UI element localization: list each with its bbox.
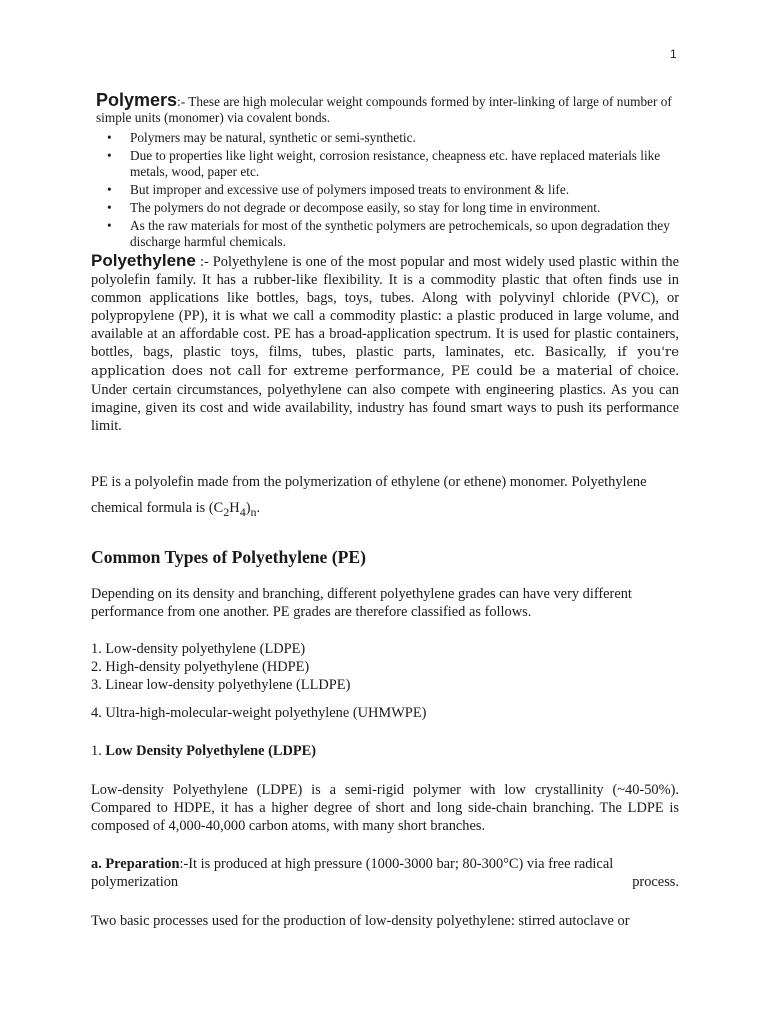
formula-sub: 2 bbox=[223, 504, 230, 519]
document-body bbox=[91, 92, 679, 930]
types-heading: Common Types of Polyethylene (PE) bbox=[91, 546, 366, 567]
preparation-text: :-It is produced at high pressure (1000-3000 bar; 80-300°C) via free radical bbox=[179, 855, 614, 872]
section-title: Low Density Polyethylene (LDPE) bbox=[105, 742, 317, 759]
polymers-bullet-list bbox=[91, 130, 679, 250]
formula-text: PE is a polyolefin made from the polymerization of ethylene (or ethene) monomer. Polyethylene chemical formula is (C bbox=[91, 474, 647, 516]
formula-text: ) bbox=[245, 500, 251, 516]
formula-paragraph bbox=[91, 469, 679, 525]
preparation-paragraph bbox=[91, 855, 679, 891]
polyethylene-inserted-text: Basically, if you're application does not call for extreme performance, PE could be a material of bbox=[91, 345, 679, 379]
polymers-term: Polymers bbox=[96, 90, 178, 110]
bullet-item: • The polymers do not degrade or decompose easily, so stay for long time in environment. bbox=[91, 200, 679, 216]
types-list bbox=[91, 640, 679, 722]
bullet-item: • As the raw materials for most of the synthetic polymers are petrochemicals, so upon degradation they discharge harmful chemicals. bbox=[91, 218, 679, 250]
preparation-label: a. Preparation bbox=[91, 855, 180, 872]
page-number: 1 bbox=[670, 47, 677, 61]
bullet-item: • But improper and excessive use of polymers imposed treats to environment & life. bbox=[91, 182, 679, 198]
processes-paragraph: Two basic processes used for the production of low-density polyethylene: stirred autoclave or bbox=[91, 912, 630, 929]
ldpe-section-title bbox=[91, 743, 679, 760]
formula-text: H bbox=[229, 500, 240, 516]
preparation-text: process. bbox=[632, 873, 679, 890]
formula-sub: 4 bbox=[239, 504, 246, 519]
section-number: 1. bbox=[91, 742, 106, 759]
formula-sub: n bbox=[250, 504, 257, 519]
ldpe-paragraph: Low-density Polyethylene (LDPE) is a semi-rigid polymer with low crystallinity (~40-50%). Compared to HDPE, it has a higher degree of short and long side-chain branching. The LDPE is composed of 4,000-40,000 carbon atoms, with many short branches. bbox=[91, 781, 679, 834]
polyethylene-paragraph bbox=[91, 252, 679, 435]
polymers-definition bbox=[96, 92, 679, 126]
polyethylene-term: Polyethylene bbox=[91, 251, 196, 270]
polymers-definition-text: :- These are high molecular weight compounds formed by inter-linking of large of number of simple units (monomer) via covalent bonds. bbox=[96, 94, 672, 125]
polyethylene-text: :- Polyethylene is one of the most popular and most widely used plastic within the polyolefin family. It has a rubber-like flexibility. It is a commodity plastic that often finds use in common applications like bottles, bags, toys, tubes. Along with polyvinyl chloride (PVC), or polypropylene (PP), it is what we call a commodity plastic: a plastic produced in large volume, and available at an affordable cost. PE has a broad-application spectrum. It is used for plastic containers, bottles, bags, plastic toys, films, tubes, plastic parts, laminates, etc. bbox=[91, 254, 679, 360]
list-item: 1. Low-density polyethylene (LDPE) bbox=[91, 640, 306, 657]
bullet-item: • Due to properties like light weight, corrosion resistance, cheapness etc. have replaced materials like metals, wood, paper etc. bbox=[91, 148, 679, 180]
bullet-item: • Polymers may be natural, synthetic or semi-synthetic. bbox=[91, 130, 679, 146]
density-paragraph: Depending on its density and branching, different polyethylene grades can have very different performance from one another. PE grades are therefore classified as follows. bbox=[91, 585, 632, 620]
preparation-text: polymerization bbox=[91, 873, 179, 890]
list-item: 2. High-density polyethylene (HDPE) bbox=[91, 658, 310, 675]
list-item: 3. Linear low-density polyethylene (LLDPE) bbox=[91, 676, 351, 693]
formula-text: . bbox=[256, 500, 261, 516]
polyethylene-text-end: choice. Under certain circumstances, polyethylene can also compete with engineering plastics. As you can imagine, given its cost and wide availability, industry has found smart ways to push its performance limit. bbox=[91, 363, 680, 434]
list-item: 4. Ultra-high-molecular-weight polyethylene (UHMWPE) bbox=[91, 704, 427, 721]
